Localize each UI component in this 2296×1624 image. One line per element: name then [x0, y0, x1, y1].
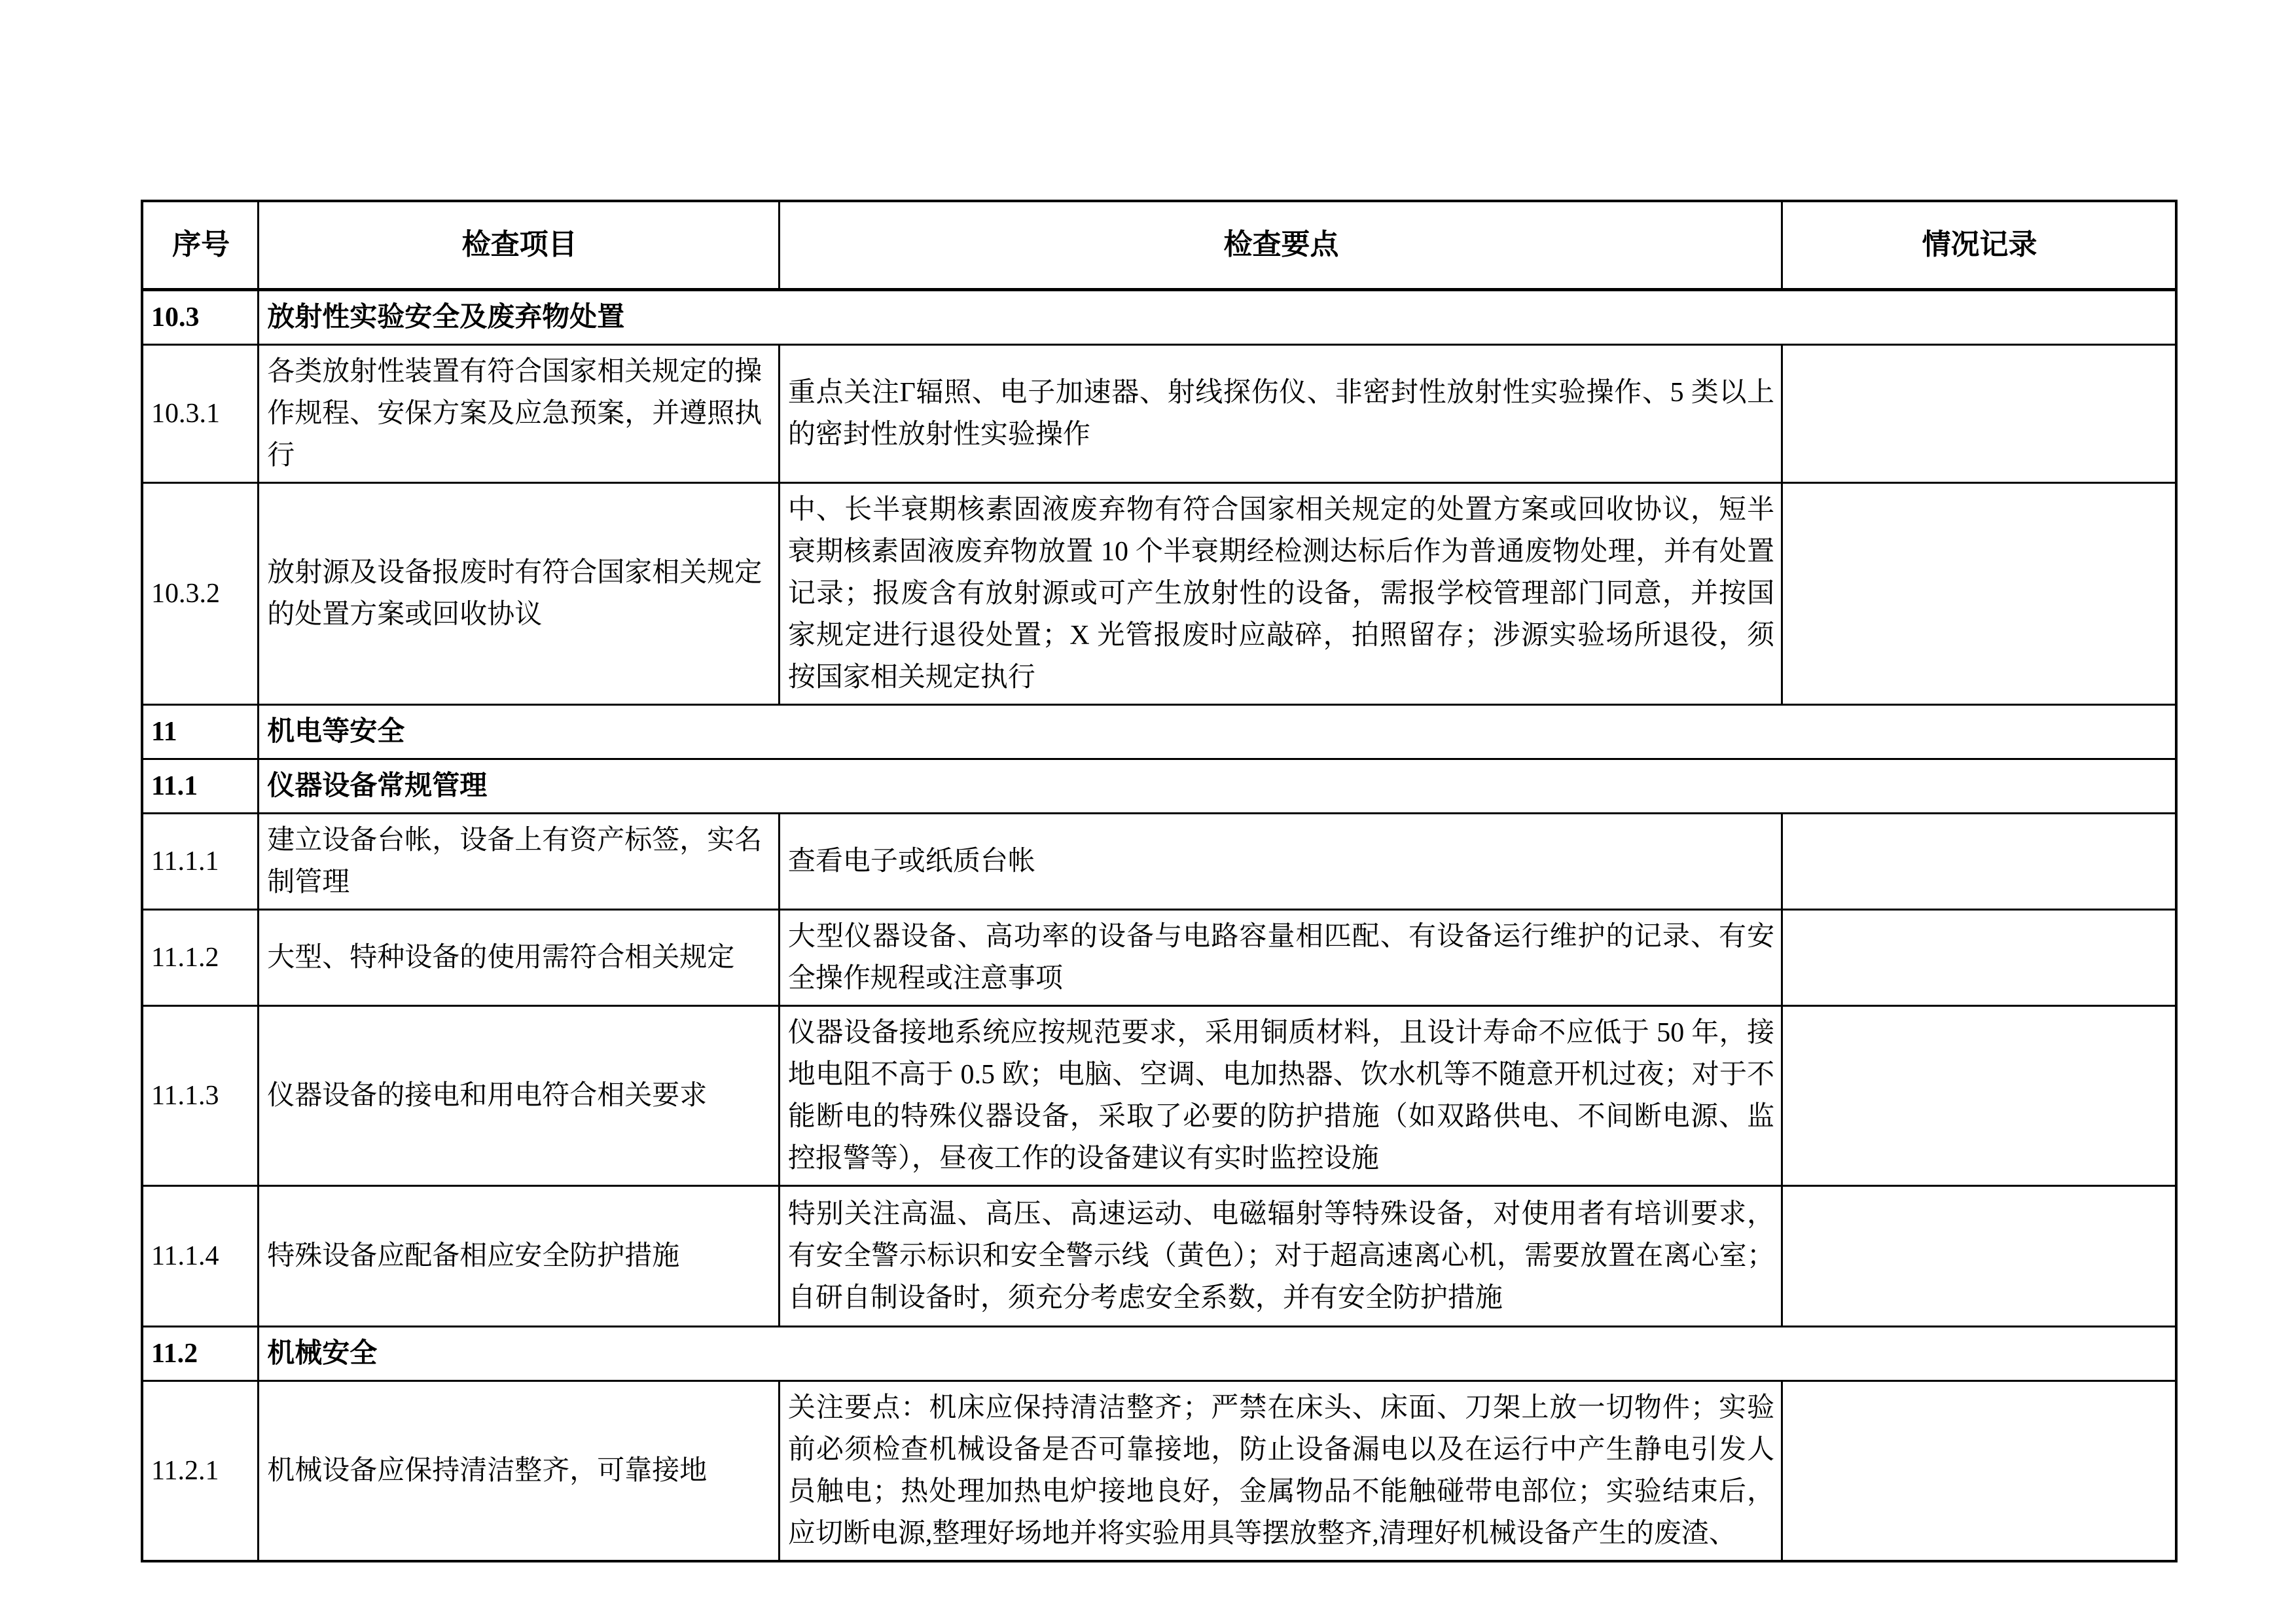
item-cell: 仪器设备的接电和用电符合相关要求 [259, 1005, 780, 1185]
item-cell: 大型、特种设备的使用需符合相关规定 [259, 909, 780, 1005]
section-row-11-1 [142, 759, 2176, 813]
header-col-no: 序号 [142, 201, 259, 289]
table-header-row [142, 201, 2176, 289]
inspection-table [141, 200, 2178, 1562]
table-row-11-1-4 [142, 1185, 2176, 1326]
row-number-cell: 11.1.3 [142, 1005, 259, 1185]
item-cell: 建立设备台帐，设备上有资产标签，实名制管理 [259, 813, 780, 909]
item-cell: 机械设备应保持清洁整齐，可靠接地 [259, 1380, 780, 1561]
table-row-10-3-2 [142, 482, 2176, 704]
section-title: 放射性实验安全及废弃物处置 [259, 289, 2176, 344]
points-cell: 关注要点：机床应保持清洁整齐；严禁在床头、床面、刀架上放一切物件；实验前必须检查机械设备是否可靠接地，防止设备漏电以及在运行中产生静电引发人员触电；热处理加热电炉接地良好，金属物品不能触碰带电部位；实验结束后，应切断电源,整理好场地并将实验用具等摆放整齐,清理好机械设备产生的废渣、 [779, 1380, 1782, 1561]
table-row-11-1-3 [142, 1005, 2176, 1185]
section-title: 机械安全 [259, 1326, 2176, 1380]
item-cell: 各类放射性装置有符合国家相关规定的操作规程、安保方案及应急预案，并遵照执行 [259, 344, 780, 482]
points-cell: 特别关注高温、高压、高速运动、电磁辐射等特殊设备，对使用者有培训要求，有安全警示标识和安全警示线（黄色）；对于超高速离心机，需要放置在离心室；自研自制设备时，须充分考虑安全系数，并有安全防护措施 [779, 1185, 1782, 1326]
row-number-cell: 10.3.1 [142, 344, 259, 482]
row-number-cell: 11.2.1 [142, 1380, 259, 1561]
section-number: 10.3 [142, 289, 259, 344]
item-cell: 特殊设备应配备相应安全防护措施 [259, 1185, 780, 1326]
row-number-cell: 11.1.4 [142, 1185, 259, 1326]
table-row-11-2-1 [142, 1380, 2176, 1561]
section-title: 机电等安全 [259, 704, 2176, 759]
points-cell: 仪器设备接地系统应按规范要求，采用铜质材料，且设计寿命不应低于 50 年，接地电阻不高于 0.5 欧；电脑、空调、电加热器、饮水机等不随意开机过夜；对于不能断电的特殊仪器设备，采取了必要的防护措施（如双路供电、不间断电源、监控报警等），昼夜工作的设备建议有实时监控设施 [779, 1005, 1782, 1185]
points-cell: 中、长半衰期核素固液废弃物有符合国家相关规定的处置方案或回收协议，短半衰期核素固液废弃物放置 10 个半衰期经检测达标后作为普通废物处理，并有处置记录；报废含有放射源或可产生放射性的设备，需报学校管理部门同意，并按国家规定进行退役处置；X 光管报废时应敲碎，拍照留存；涉源实验场所退役，须按国家相关规定执行 [779, 482, 1782, 704]
table-row-11-1-1 [142, 813, 2176, 909]
table-row-10-3-1 [142, 344, 2176, 482]
item-cell: 放射源及设备报废时有符合国家相关规定的处置方案或回收协议 [259, 482, 780, 704]
row-number-cell: 11.1.1 [142, 813, 259, 909]
record-cell [1782, 1185, 2176, 1326]
record-cell [1782, 1380, 2176, 1561]
points-cell: 大型仪器设备、高功率的设备与电路容量相匹配、有设备运行维护的记录、有安全操作规程或注意事项 [779, 909, 1782, 1005]
record-cell [1782, 813, 2176, 909]
row-number-cell: 10.3.2 [142, 482, 259, 704]
record-cell [1782, 909, 2176, 1005]
record-cell [1782, 482, 2176, 704]
section-row-10-3 [142, 289, 2176, 344]
header-col-points: 检查要点 [779, 201, 1782, 289]
section-number: 11.1 [142, 759, 259, 813]
section-number: 11.2 [142, 1326, 259, 1380]
header-col-record: 情况记录 [1782, 201, 2176, 289]
table-row-11-1-2 [142, 909, 2176, 1005]
points-cell: 查看电子或纸质台帐 [779, 813, 1782, 909]
header-col-item: 检查项目 [259, 201, 780, 289]
section-row-11 [142, 704, 2176, 759]
section-title: 仪器设备常规管理 [259, 759, 2176, 813]
record-cell [1782, 344, 2176, 482]
record-cell [1782, 1005, 2176, 1185]
section-number: 11 [142, 704, 259, 759]
row-number-cell: 11.1.2 [142, 909, 259, 1005]
points-cell: 重点关注Γ辐照、电子加速器、射线探伤仪、非密封性放射性实验操作、5 类以上的密封性放射性实验操作 [779, 344, 1782, 482]
section-row-11-2 [142, 1326, 2176, 1380]
